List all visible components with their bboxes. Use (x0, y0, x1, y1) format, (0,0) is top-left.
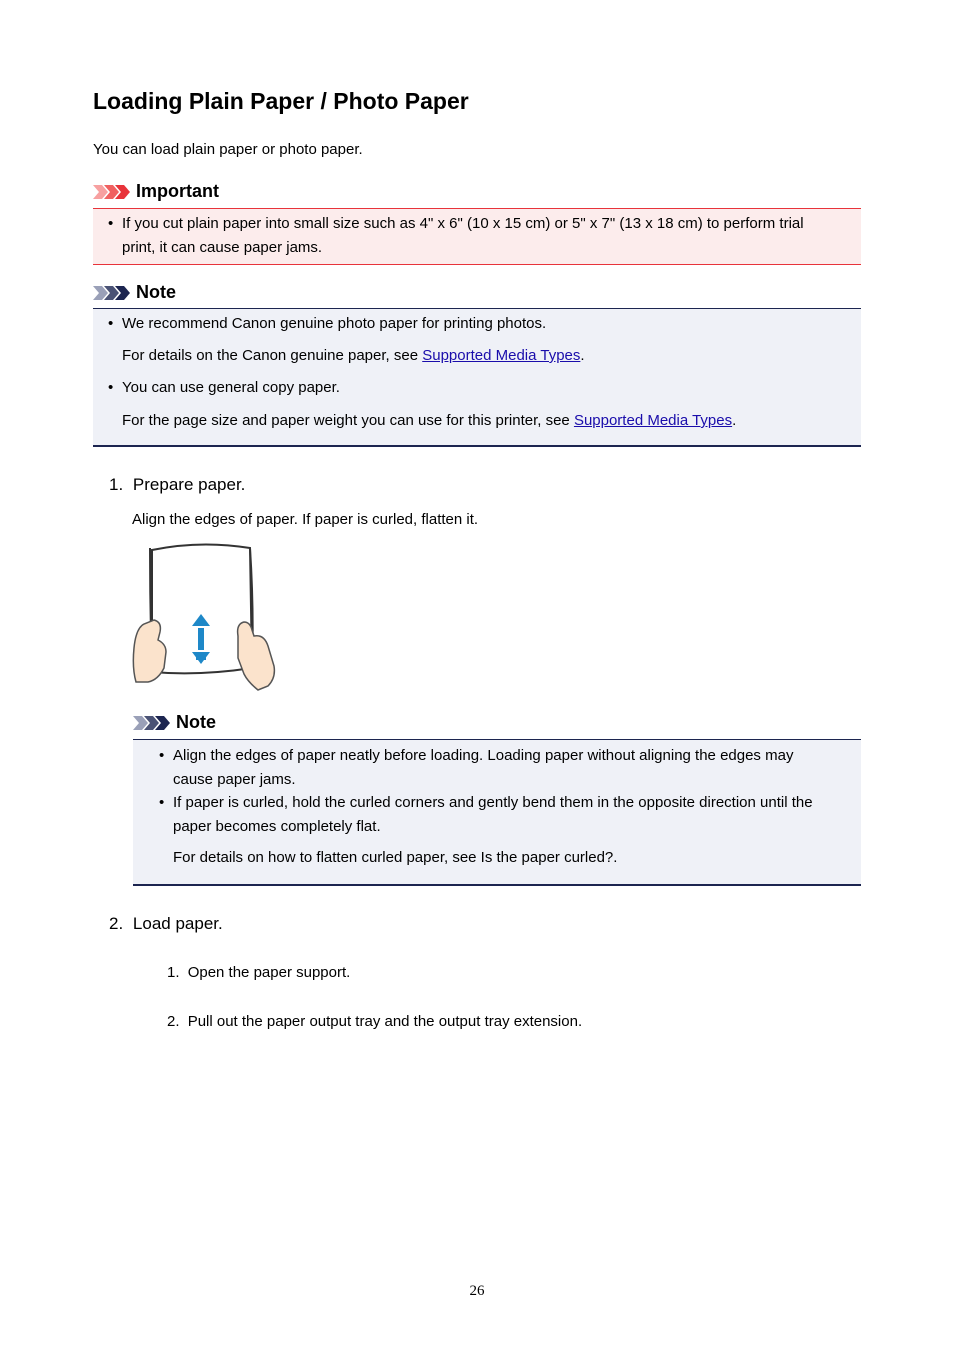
important-chevrons-icon (93, 183, 131, 201)
bullet-icon: • (108, 215, 114, 232)
note-chevrons-icon (133, 714, 171, 732)
note1-heading (93, 282, 176, 303)
substep-2-2-label: Pull out the paper output tray and the output tray extension. (187, 1013, 583, 1030)
note1-item2-text: You can use general copy paper. (122, 379, 340, 396)
supported-media-types-link[interactable]: Supported Media Types (422, 347, 581, 364)
note2-item1-line1: Align the edges of paper neatly before loading. Loading paper without aligning the edges may (173, 747, 794, 764)
step-1-number: 1. (109, 475, 124, 494)
note-chevrons-icon (93, 284, 131, 302)
substep-2-1-number: 1. (167, 964, 180, 981)
note2-item2-line1: If paper is curled, hold the curled corners and gently bend them in the opposite direction until the (173, 794, 813, 811)
bullet-icon: • (108, 315, 114, 332)
step-2 (109, 914, 223, 934)
left-hand-icon (133, 620, 166, 682)
supported-media-types-link-2[interactable]: Supported Media Types (573, 412, 733, 429)
note1-heading-label: Note (136, 282, 176, 302)
step-2-label: Load paper. (132, 914, 223, 933)
important-box (93, 208, 861, 265)
note2-heading (133, 712, 216, 733)
substep-2-1-label: Open the paper support. (187, 964, 351, 981)
important-heading-label: Important (136, 181, 219, 201)
note1-item1-text: We recommend Canon genuine photo paper for printing photos. (122, 315, 547, 332)
note1-item1-detail (122, 344, 585, 368)
right-hand-icon (238, 622, 275, 690)
note2-heading-label: Note (176, 712, 216, 732)
intro-text: You can load plain paper or photo paper. (93, 141, 363, 158)
important-item-line2: print, it can cause paper jams. (122, 239, 323, 256)
step-1-label: Prepare paper. (132, 475, 246, 494)
important-item-line1: If you cut plain paper into small size such as 4" x 6" (10 x 15 cm) or 5" x 7" (13 x 18 cm) to perform trial (122, 215, 804, 232)
step-2-number: 2. (109, 914, 124, 933)
note1-item1-detail-text: For details on the Canon genuine paper, see (122, 347, 423, 364)
page-title: Loading Plain Paper / Photo Paper (93, 88, 469, 114)
note1-item1-suffix: . (580, 347, 585, 364)
note1-item2-suffix: . (732, 412, 737, 429)
page-number: 26 (469, 1283, 485, 1299)
important-heading (93, 181, 219, 202)
step-1-description: Align the edges of paper. If paper is curled, flatten it. (132, 511, 479, 528)
step-1 (109, 475, 245, 495)
note1-item2-detail-text: For the page size and paper weight you can use for this printer, see (122, 412, 574, 429)
bullet-icon: • (159, 747, 165, 764)
paper-align-illustration (130, 540, 278, 692)
substep-2-1 (167, 964, 350, 981)
note1-box (93, 308, 861, 447)
substep-2-2-number: 2. (167, 1013, 180, 1030)
note2-item2-detail: For details on how to flatten curled paper, see Is the paper curled?. (173, 849, 618, 866)
bullet-icon: • (159, 794, 165, 811)
substep-2-2 (167, 1013, 582, 1030)
note2-box (133, 739, 861, 886)
note2-item2-line2: paper becomes completely flat. (173, 818, 381, 835)
bullet-icon: • (108, 379, 114, 396)
note2-item1-line2: cause paper jams. (173, 771, 296, 788)
note1-item2-detail (122, 409, 736, 433)
